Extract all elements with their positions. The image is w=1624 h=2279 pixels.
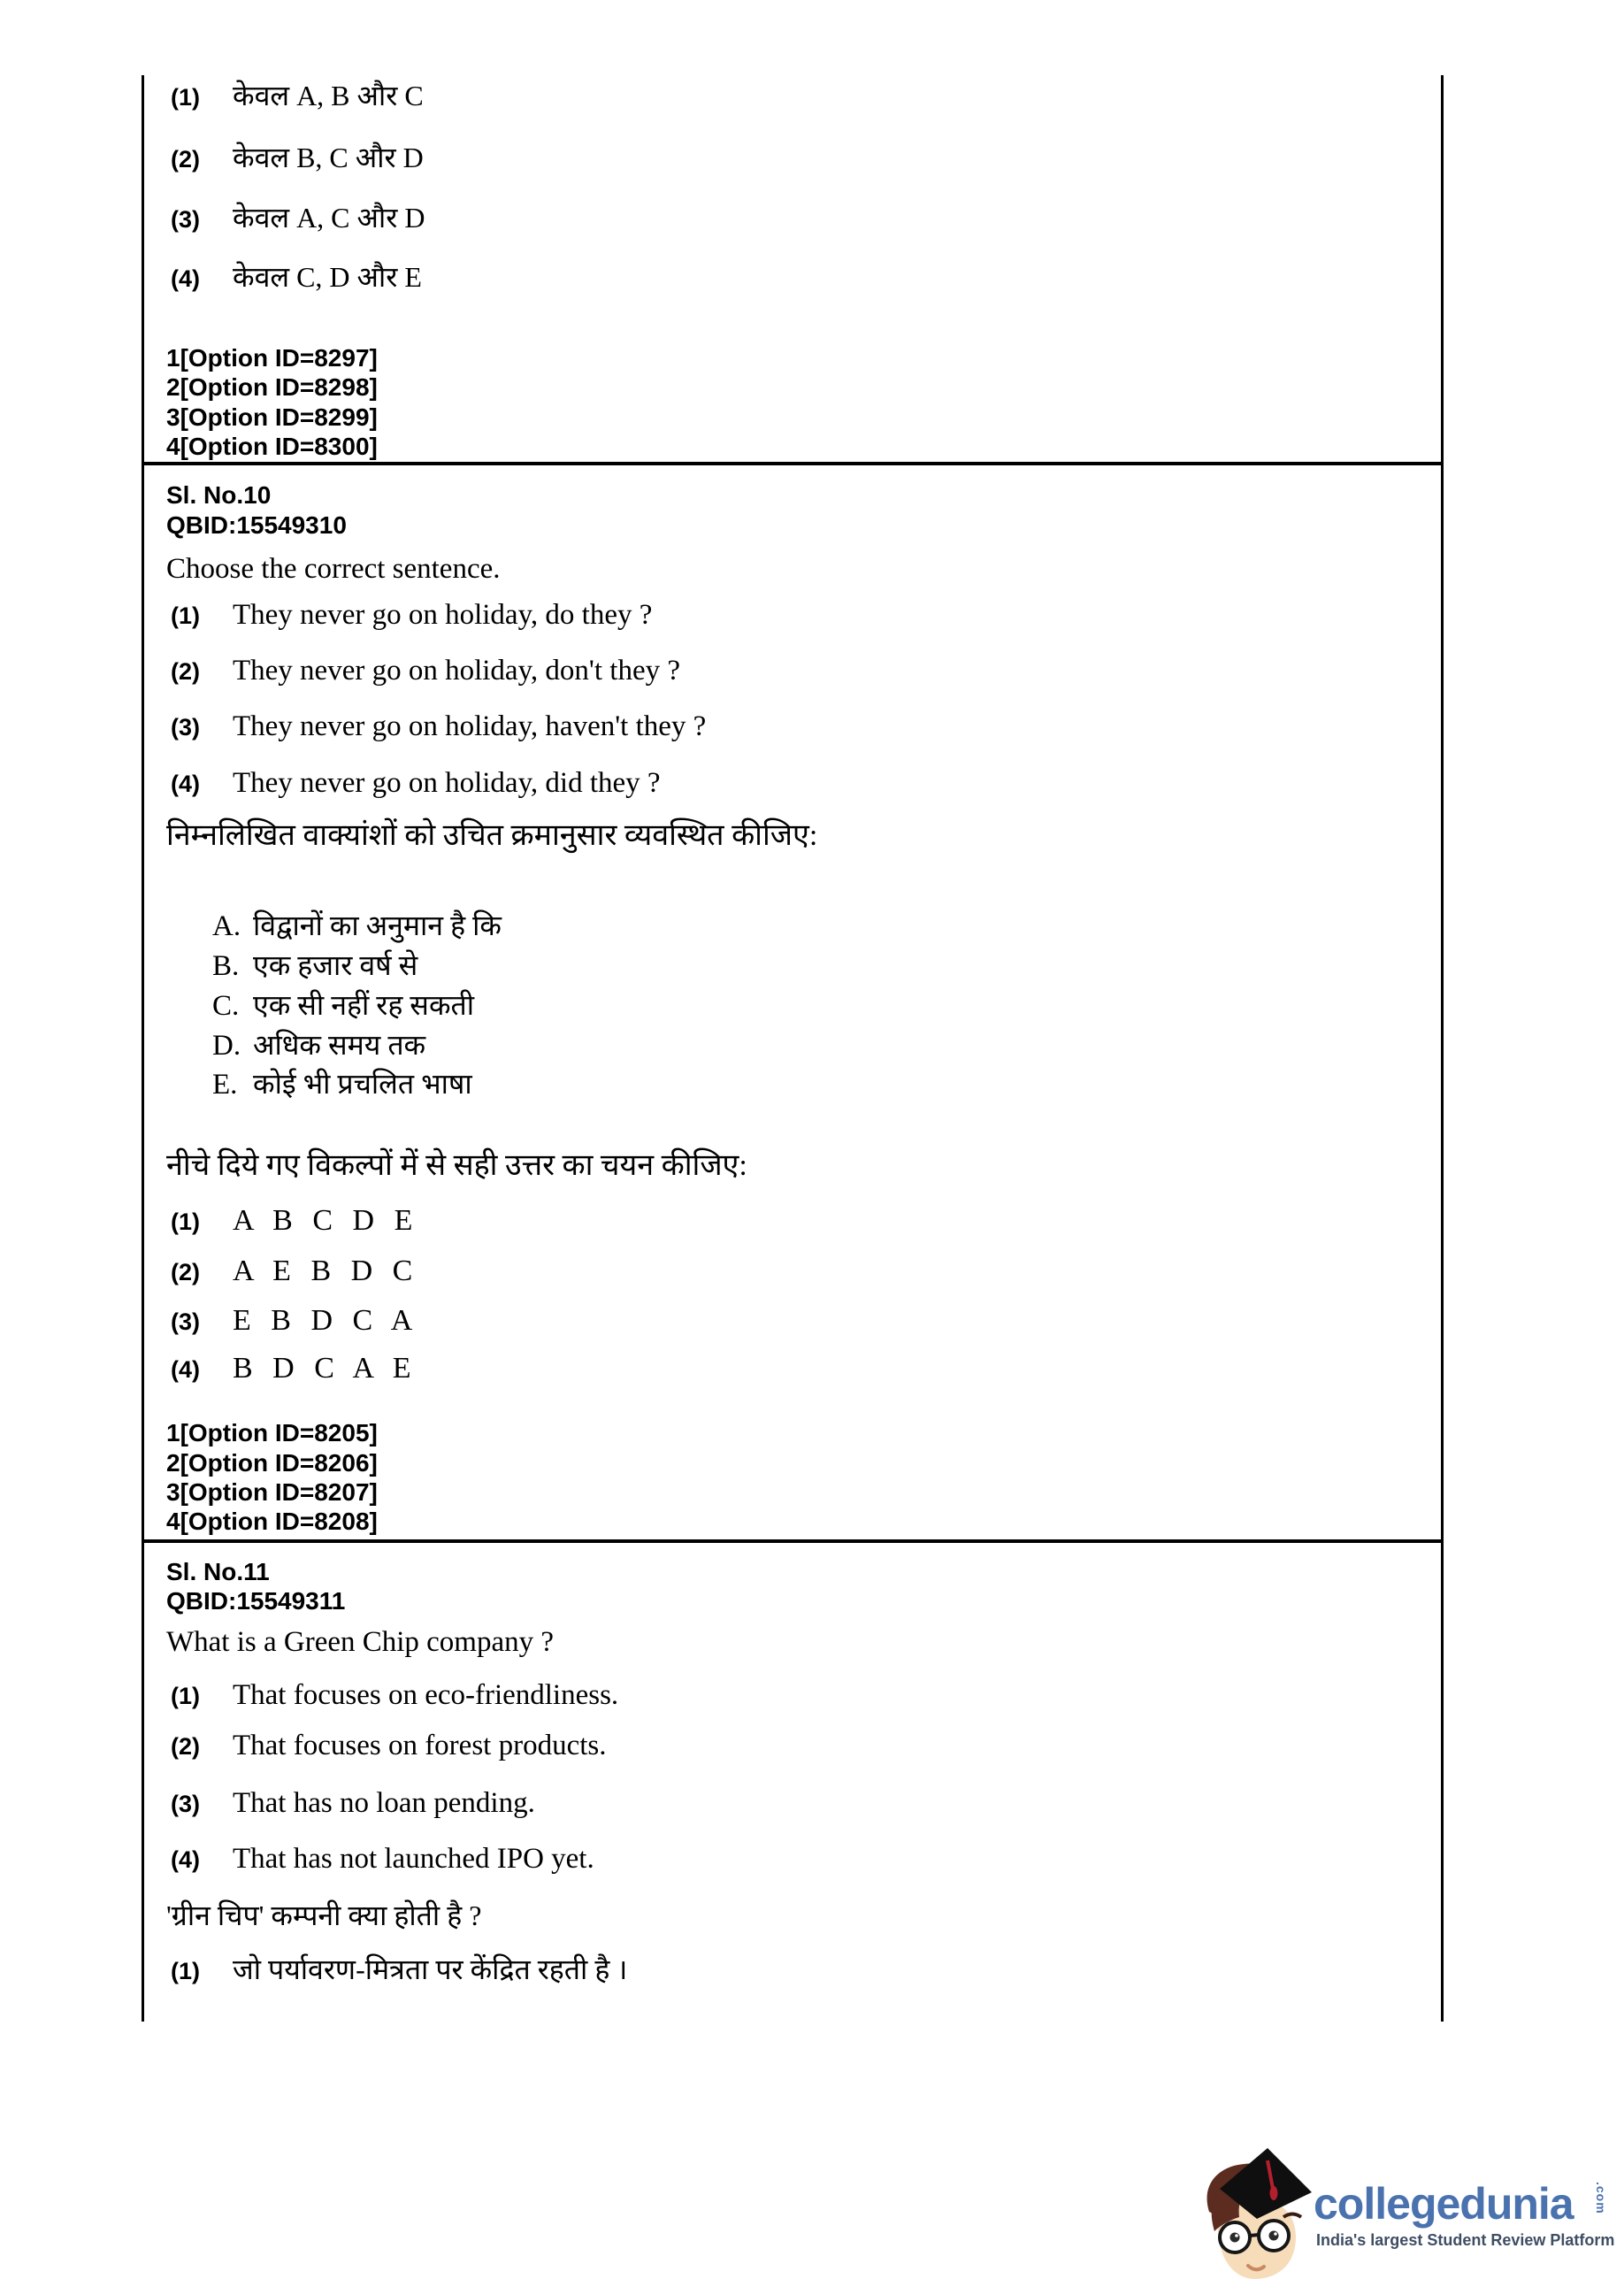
option-id-line: 1[Option ID=8297] [166, 344, 378, 372]
option-row [171, 1730, 606, 1763]
sequence-option-row [171, 1254, 412, 1288]
option-text: जो पर्यावरण-मित्रता पर केंद्रित रहती है । [233, 1953, 628, 1985]
option-id-line: 1[Option ID=8205] [166, 1419, 378, 1446]
phrase-row [212, 949, 417, 984]
option-number: (2) [171, 146, 200, 173]
option-number: (1) [171, 1209, 200, 1235]
phrase-row [212, 989, 474, 1024]
option-number: (2) [171, 658, 200, 685]
instruction-hi: निम्नलिखित वाक्यांशों को उचित क्रमानुसार व्यवस्थित कीजिए: [166, 819, 818, 852]
question-text-en: What is a Green Chip company ? [166, 1626, 555, 1658]
option-id-line: 2[Option ID=8206] [166, 1449, 378, 1477]
option-text: That has no loan pending. [233, 1787, 535, 1819]
option-id-line: 3[Option ID=8299] [166, 403, 378, 431]
sequence-option-row [171, 1303, 412, 1338]
option-id-line: 4[Option ID=8300] [166, 433, 378, 460]
phrase-letter: C. [212, 990, 240, 1022]
option-number: (1) [171, 602, 200, 629]
option-number: (4) [171, 771, 200, 797]
option-row [171, 599, 652, 633]
mascot-graduate-icon [1197, 2141, 1314, 2279]
option-text: B D C A E [233, 1352, 411, 1385]
prev-option-row [171, 80, 424, 112]
prev-option-row [171, 202, 425, 234]
option-row [171, 1843, 594, 1876]
phrase-text: एक हजार वर्ष से [253, 949, 418, 981]
phrase-text: कोई भी प्रचलित भाषा [253, 1068, 472, 1100]
phrase-row [212, 909, 502, 944]
phrase-letter: B. [212, 950, 240, 982]
prev-option-row [171, 261, 422, 294]
option-number: (4) [171, 1356, 200, 1383]
brand-tld: .com [1594, 2182, 1608, 2214]
option-number: (4) [171, 1846, 200, 1873]
option-text: A E B D C [233, 1255, 413, 1287]
option-text: They never go on holiday, do they ? [233, 599, 653, 631]
serial-number: Sl. No.10 [166, 481, 272, 509]
option-number: (3) [171, 1308, 200, 1335]
option-text: They never go on holiday, haven't they ? [233, 710, 707, 742]
option-row [171, 1953, 627, 1986]
option-number: (1) [171, 84, 200, 111]
brand-name: collegedunia [1314, 2179, 1574, 2229]
option-text: केवल A, B और C [233, 80, 424, 111]
question-text-hi: 'ग्रीन चिप' कम्पनी क्या होती है ? [166, 1899, 482, 1931]
option-id-line: 3[Option ID=8207] [166, 1478, 378, 1506]
option-number: (3) [171, 1791, 200, 1817]
option-number: (3) [171, 206, 200, 233]
phrase-letter: E. [212, 1069, 238, 1101]
option-text: They never go on holiday, don't they ? [233, 655, 681, 687]
option-id-line: 4[Option ID=8208] [166, 1508, 378, 1535]
phrase-text: अधिक समय तक [253, 1029, 426, 1061]
choose-instruction-hi: नीचे दिये गए विकल्पों में से सही उत्तर का चयन कीजिए: [166, 1149, 747, 1182]
option-row [171, 1679, 618, 1713]
option-id-line: 2[Option ID=8298] [166, 373, 378, 401]
phrase-text: विद्वानों का अनुमान है कि [253, 909, 502, 941]
section-divider [144, 462, 1441, 465]
option-row [171, 1787, 535, 1821]
sequence-option-row [171, 1351, 410, 1385]
option-text: They never go on holiday, did they ? [233, 767, 661, 799]
option-row [171, 767, 661, 801]
option-number: (1) [171, 1683, 200, 1709]
option-text: That has not launched IPO yet. [233, 1843, 594, 1875]
option-number: (3) [171, 714, 200, 740]
question-text-en: Choose the correct sentence. [166, 553, 501, 585]
serial-number: Sl. No.11 [166, 1558, 270, 1585]
option-text: केवल B, C और D [233, 142, 424, 173]
option-row [171, 710, 706, 744]
collegedunia-logo [1194, 2139, 1624, 2279]
phrase-text: एक सी नहीं रह सकती [253, 989, 475, 1021]
option-number: (1) [171, 1958, 200, 1984]
option-text: केवल C, D और E [233, 261, 422, 293]
phrase-letter: A. [212, 910, 241, 942]
phrase-letter: D. [212, 1030, 241, 1062]
option-row [171, 655, 680, 688]
prev-option-row [171, 142, 424, 174]
option-number: (2) [171, 1733, 200, 1760]
option-text: That focuses on eco-friendliness. [233, 1679, 619, 1711]
qbid: QBID:15549311 [166, 1587, 346, 1615]
option-text: A B C D E [233, 1204, 413, 1237]
sequence-option-row [171, 1203, 412, 1238]
option-text: E B D C A [233, 1304, 413, 1337]
phrase-row [212, 1068, 472, 1102]
brand-tagline: India's largest Student Review Platform [1316, 2231, 1615, 2249]
phrase-row [212, 1029, 425, 1063]
section-divider [144, 1539, 1441, 1543]
question-table [142, 75, 1444, 2022]
option-text: केवल A, C और D [233, 202, 425, 234]
option-number: (4) [171, 265, 200, 292]
option-text: That focuses on forest products. [233, 1730, 607, 1761]
option-number: (2) [171, 1259, 200, 1285]
qbid: QBID:15549310 [166, 511, 347, 539]
